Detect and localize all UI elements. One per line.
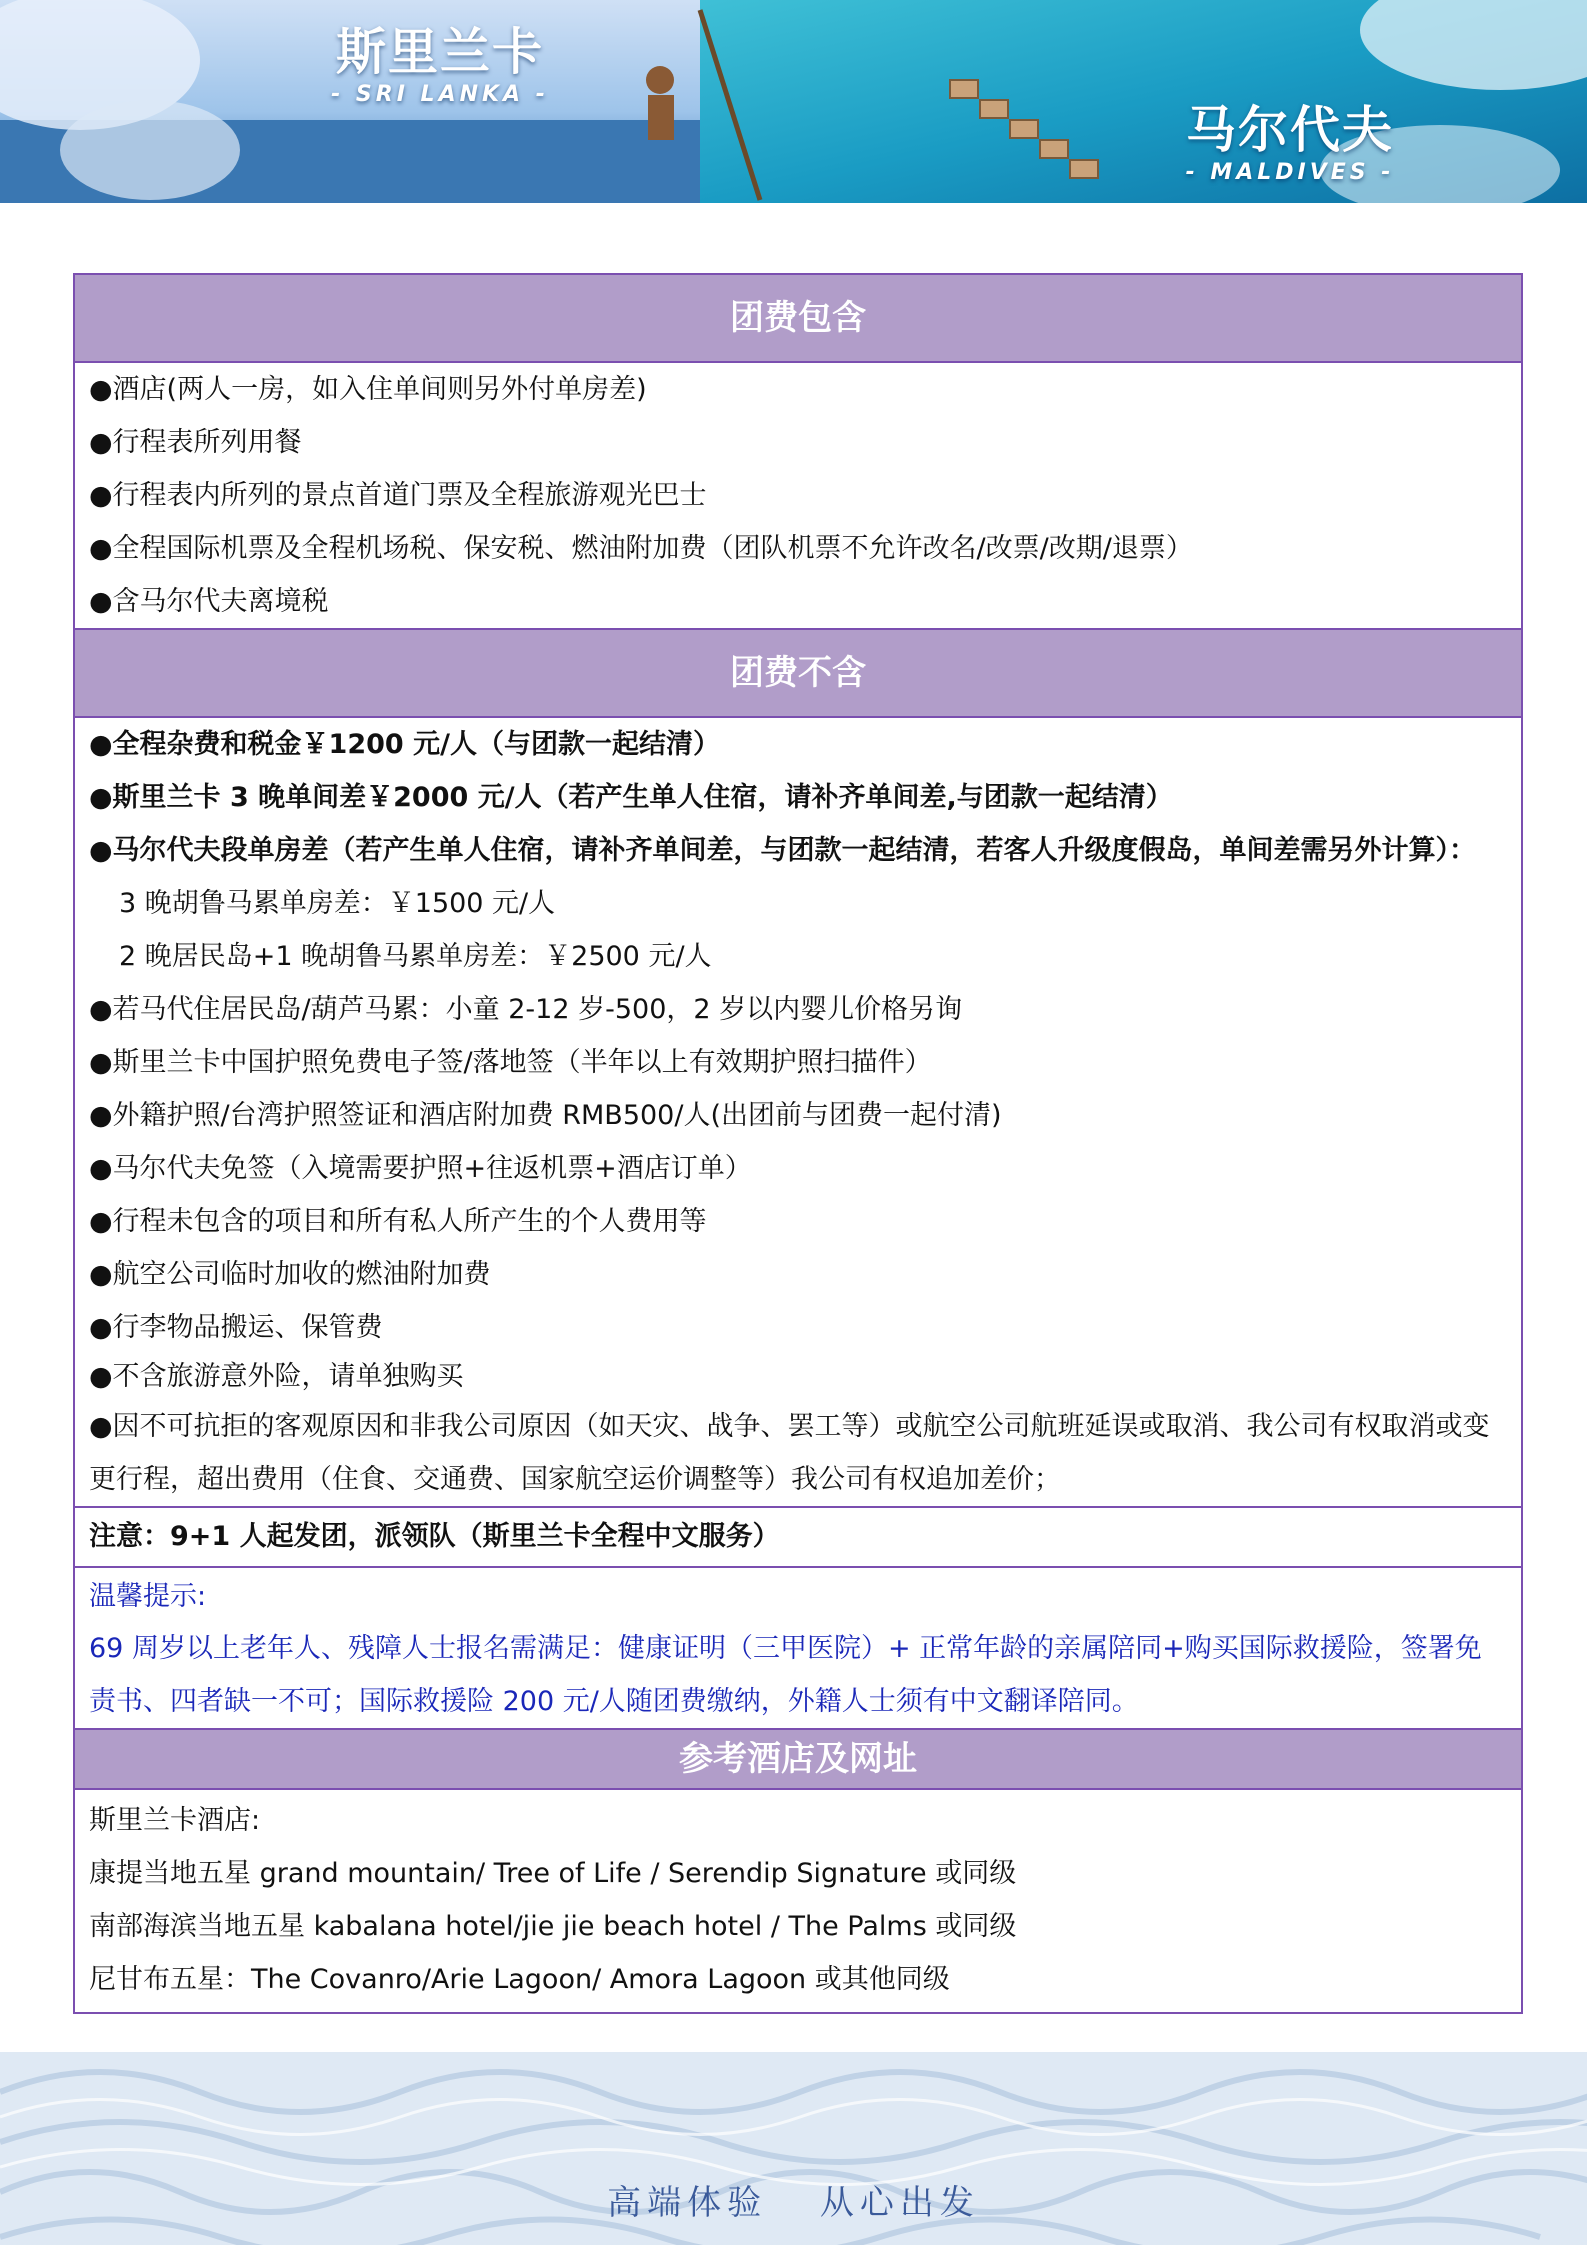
included-item: ●含马尔代夫离境税 — [89, 586, 329, 617]
hotel-line: 斯里兰卡酒店: — [89, 1805, 261, 1836]
excluded-bold-item: ●全程杂费和税金￥1200 元/人（与团款一起结清） — [89, 729, 720, 760]
excluded-bold-item: ●斯里兰卡 3 晚单间差￥2000 元/人（若产生单人住宿，请补齐单间差,与团款一起结清） — [89, 782, 1173, 813]
included-item: ●全程国际机票及全程机场税、保安税、燃油附加费（团队机票不允许改名/改票/改期/退票） — [89, 533, 1193, 564]
warm-tip-title: 温馨提示: — [89, 1581, 207, 1612]
excluded-item: ●行李物品搬运、保管费 — [89, 1312, 383, 1343]
included-item: ●行程表内所列的景点首道门票及全程旅游观光巴士 — [89, 480, 707, 511]
included-item: ●行程表所列用餐 — [89, 427, 302, 458]
slogan-part-1: 高端体验 — [607, 2183, 768, 2223]
warm-tip-body: 69 周岁以上老年人、残障人士报名需满足：健康证明（三甲医院）+ 正常年龄的亲属陪同+购买国际救援险，签署免责书、四者缺一不可；国际救援险 200 元/人随团费缴纳，外籍人士须有中文翻译陪同。 — [89, 1633, 1482, 1717]
hotel-line: 南部海滨当地五星 kabalana hotel/jie jie beach hotel / The Palms 或同级 — [89, 1911, 1017, 1942]
warm-tip — [75, 1568, 1521, 1728]
footer-slogan — [0, 2175, 1587, 2224]
excluded-item: ●马尔代夫免签（入境需要护照+往返机票+酒店订单） — [89, 1153, 752, 1184]
header-banner — [0, 0, 1587, 203]
excluded-item: ●外籍护照/台湾护照签证和酒店附加费 RMB500/人(出团前与团费一起付清) — [89, 1100, 1002, 1131]
excluded-item: ●不含旅游意外险，请单独购买 — [89, 1361, 464, 1392]
excluded-sub-item: 3 晚胡鲁马累单房差：￥1500 元/人 — [119, 888, 556, 919]
banner-left-cn: 斯里兰卡 — [336, 22, 544, 81]
excluded-item: ●航空公司临时加收的燃油附加费 — [89, 1259, 491, 1290]
included-list — [75, 363, 1521, 628]
excluded-item: ●行程未包含的项目和所有私人所产生的个人费用等 — [89, 1206, 707, 1237]
banner-right-cn: 马尔代夫 — [1186, 100, 1394, 159]
included-section-title: 团费包含 — [75, 275, 1521, 363]
excluded-item: ●若马代住居民岛/葫芦马累：小童 2-12 岁-500，2 岁以内婴儿价格另询 — [89, 994, 963, 1025]
hotels-list — [75, 1790, 1521, 2014]
excluded-item: ●斯里兰卡中国护照免费电子签/落地签（半年以上有效期护照扫描件） — [89, 1047, 932, 1078]
banner-right-title — [1170, 100, 1410, 186]
banner-right-en: - MALDIVES - — [1185, 160, 1395, 185]
hotels-section-title: 参考酒店及网址 — [75, 1728, 1521, 1790]
excluded-list — [75, 718, 1521, 1506]
included-item: ●酒店(两人一房，如入住单间则另外付单房差) — [89, 374, 647, 405]
excluded-sub-item: 2 晚居民岛+1 晚胡鲁马累单房差：￥2500 元/人 — [119, 941, 712, 972]
group-note: 注意：9+1 人起发团，派领队（斯里兰卡全程中文服务） — [75, 1506, 1521, 1568]
excluded-section-title: 团费不含 — [75, 628, 1521, 718]
slogan-part-2: 从心出发 — [819, 2183, 980, 2223]
price-details-table — [73, 273, 1523, 2014]
banner-left-title — [320, 22, 560, 108]
excluded-bold-item: ●马尔代夫段单房差（若产生单人住宿，请补齐单间差，与团款一起结清，若客人升级度假岛，单间差需另外计算）： — [89, 835, 1477, 866]
hotel-line: 康提当地五星 grand mountain/ Tree of Life / Serendip Signature 或同级 — [89, 1858, 1017, 1889]
hotel-line: 尼甘布五星：The Covanro/Arie Lagoon/ Amora Lagoon 或其他同级 — [89, 1964, 950, 1995]
excluded-last-item: ●因不可抗拒的客观原因和非我公司原因（如天灾、战争、罢工等）或航空公司航班延误或取消、我公司有权取消或变更行程，超出费用（住食、交通费、国家航空运价调整等）我公司有权追加差价； — [89, 1411, 1490, 1495]
banner-left-en: - SRI LANKA - — [331, 82, 549, 107]
